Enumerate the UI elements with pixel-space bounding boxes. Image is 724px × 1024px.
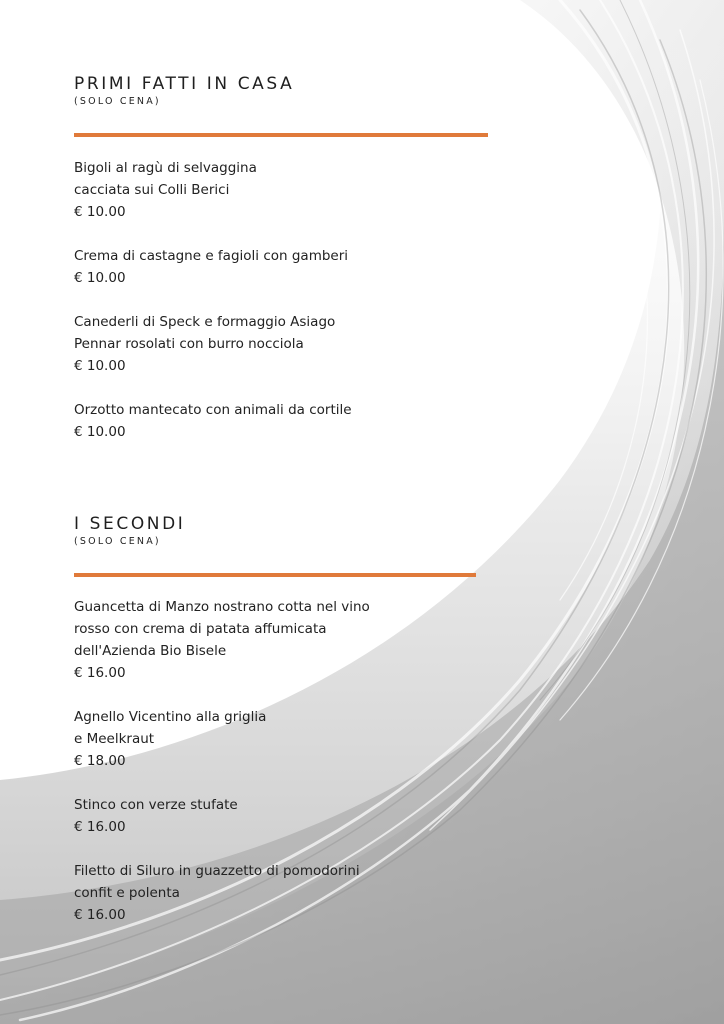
dish-list bbox=[74, 157, 352, 465]
section-primi bbox=[74, 74, 352, 440]
dish-name: Guancetta di Manzo nostrano cotta nel vino bbox=[74, 599, 370, 615]
section-divider bbox=[74, 573, 476, 577]
dish-list bbox=[74, 596, 370, 948]
dish-price: € 16.00 bbox=[74, 819, 126, 835]
dish-name: e Meelkraut bbox=[74, 731, 155, 747]
dish-item bbox=[74, 245, 352, 289]
dish-name: cacciata sui Colli Berici bbox=[74, 182, 230, 198]
section-title: I SECONDI bbox=[74, 514, 186, 534]
dish-price: € 10.00 bbox=[74, 358, 126, 374]
dish-name: dell'Azienda Bio Bisele bbox=[74, 643, 227, 659]
dish-price: € 18.00 bbox=[74, 753, 126, 769]
dish-price: € 10.00 bbox=[74, 204, 126, 220]
dish-item bbox=[74, 311, 352, 377]
section-secondi bbox=[74, 514, 370, 923]
dish-price: € 10.00 bbox=[74, 270, 126, 286]
dish-name: Agnello Vicentino alla griglia bbox=[74, 709, 267, 725]
dish-name: Crema di castagne e fagioli con gamberi bbox=[74, 248, 349, 264]
dish-name: rosso con crema di patata affumicata bbox=[74, 621, 327, 637]
dish-item bbox=[74, 596, 370, 684]
dish-item bbox=[74, 706, 370, 772]
dish-item bbox=[74, 794, 370, 838]
dish-name: Stinco con verze stufate bbox=[74, 797, 238, 813]
dish-name: Bigoli al ragù di selvaggina bbox=[74, 160, 257, 176]
dish-price: € 16.00 bbox=[74, 907, 126, 923]
dish-name: Filetto di Siluro in guazzetto di pomodorini bbox=[74, 863, 360, 879]
section-title: PRIMI FATTI IN CASA bbox=[74, 74, 295, 94]
dish-item bbox=[74, 860, 370, 926]
dish-item bbox=[74, 399, 352, 443]
section-divider bbox=[74, 133, 488, 137]
dish-name: Pennar rosolati con burro nocciola bbox=[74, 336, 304, 352]
dish-price: € 10.00 bbox=[74, 424, 126, 440]
section-subtitle: (SOLO CENA) bbox=[74, 96, 161, 107]
dish-price: € 16.00 bbox=[74, 665, 126, 681]
dish-name: confit e polenta bbox=[74, 885, 180, 901]
dish-name: Orzotto mantecato con animali da cortile bbox=[74, 402, 352, 418]
dish-name: Canederli di Speck e formaggio Asiago bbox=[74, 314, 336, 330]
dish-item bbox=[74, 157, 352, 223]
section-subtitle: (SOLO CENA) bbox=[74, 536, 161, 547]
